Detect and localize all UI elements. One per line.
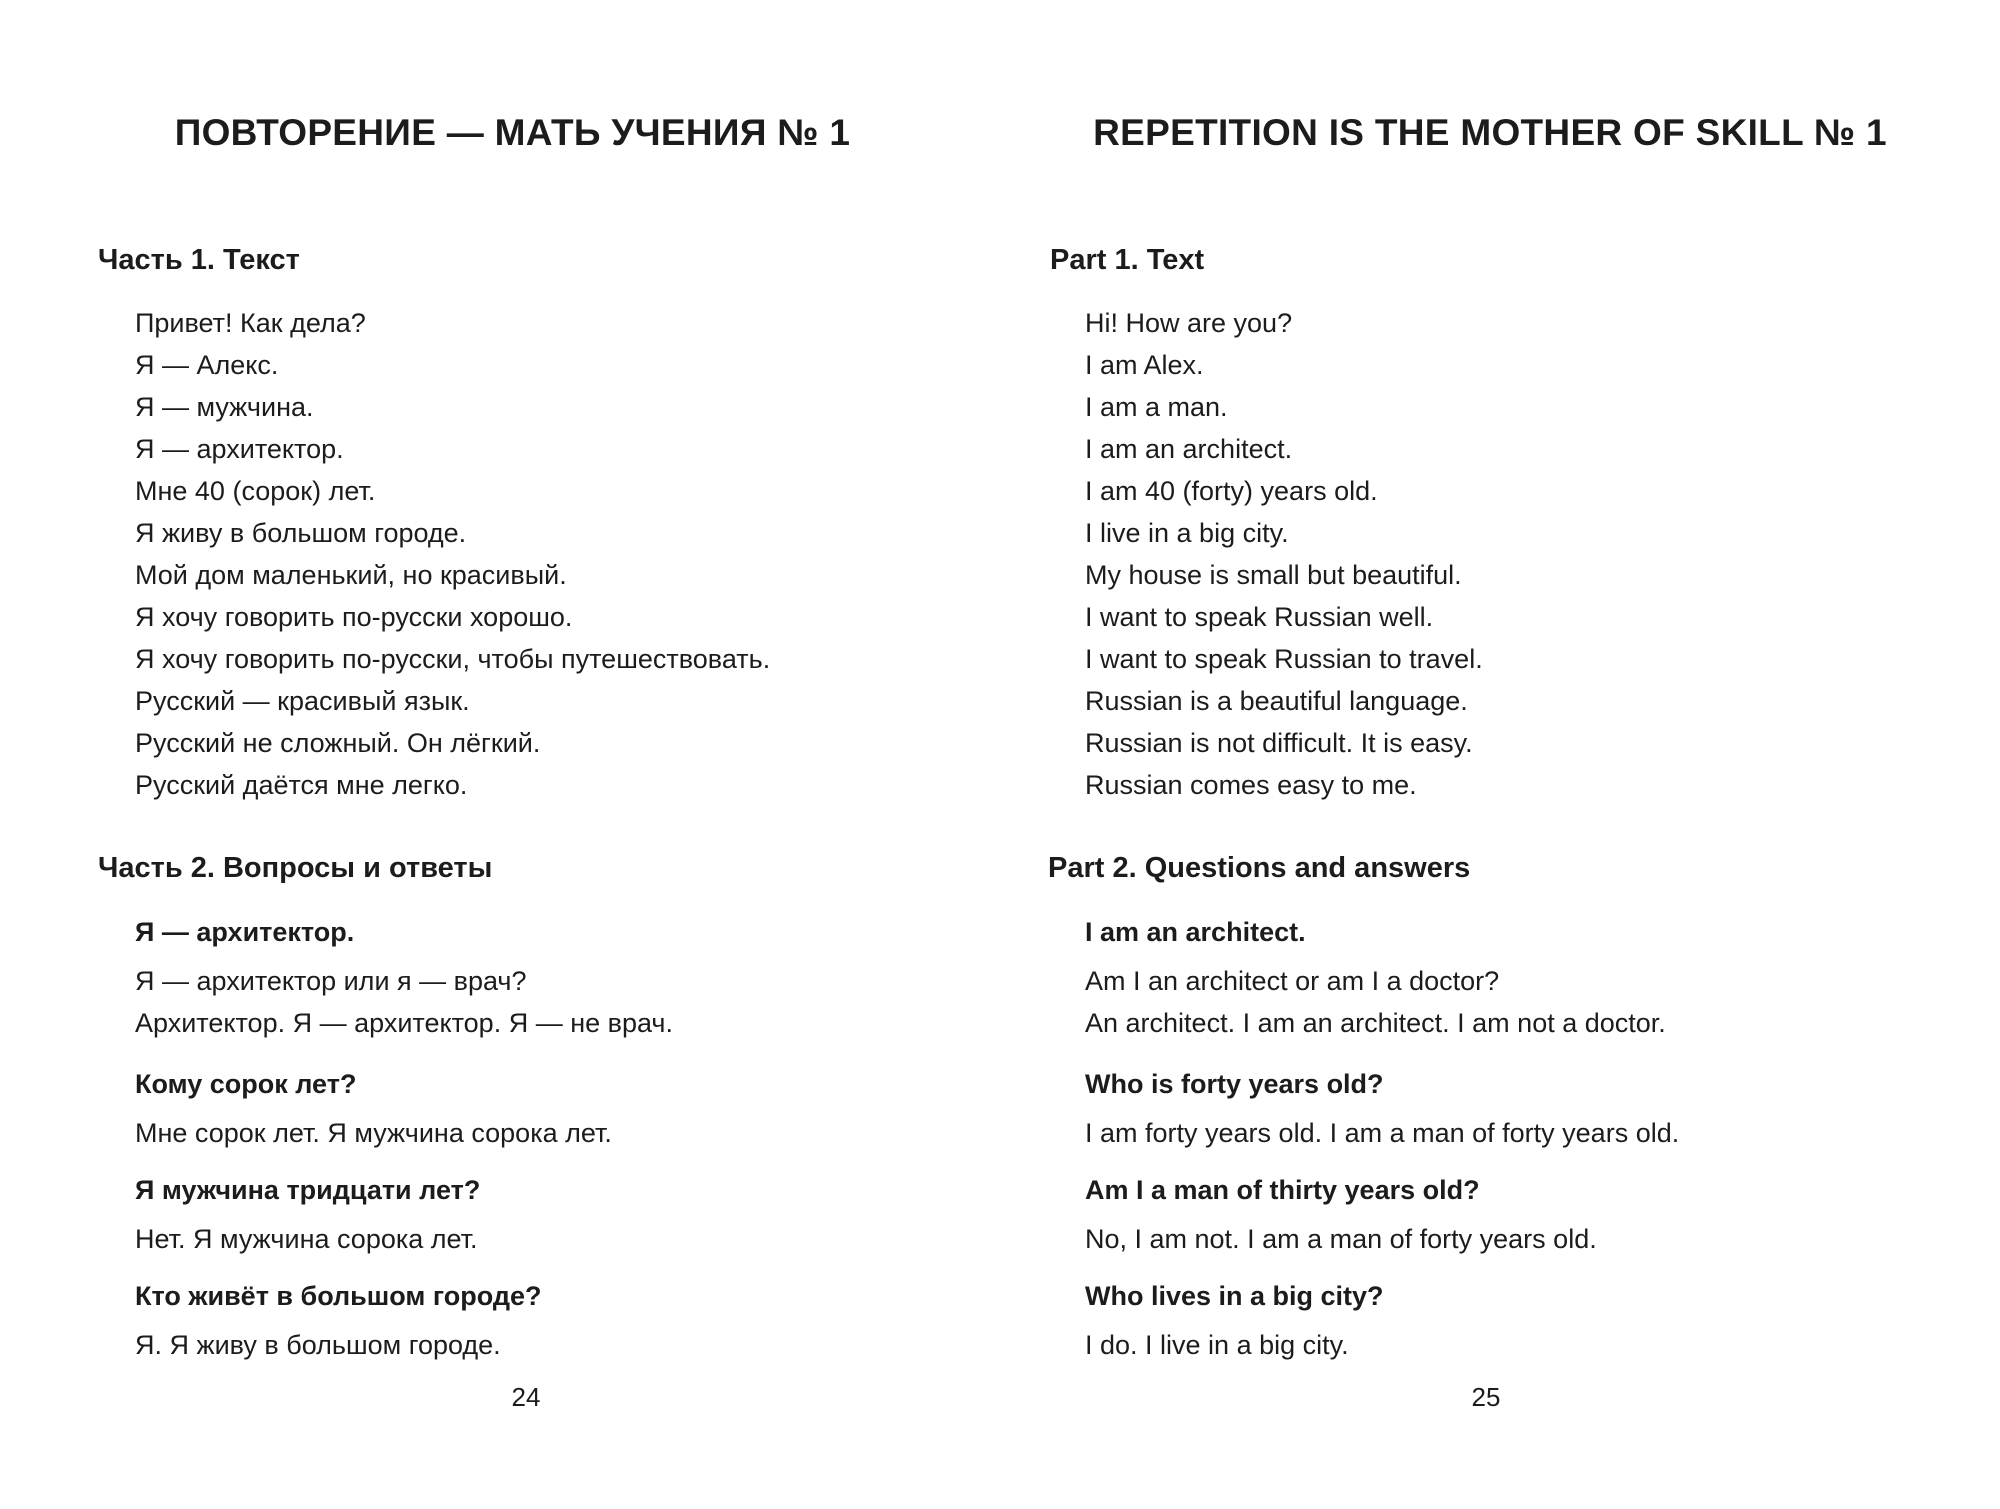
- answer-line: I do. I live in a big city.: [1085, 1330, 1349, 1360]
- part2-heading: Part 2. Questions and answers: [1048, 852, 1471, 884]
- answer-line: Я — архитектор или я — врач?: [135, 966, 527, 996]
- qa-block: [135, 1064, 612, 1154]
- qa-block: [135, 912, 673, 1044]
- part1-text: [1085, 302, 1483, 806]
- question: Кому сорок лет?: [135, 1069, 357, 1099]
- text-line: Мой дом маленький, но красивый.: [135, 560, 567, 590]
- answer-line: Архитектор. Я — архитектор. Я — не врач.: [135, 1008, 673, 1038]
- text-line: Я живу в большом городе.: [135, 518, 467, 548]
- text-line: I live in a big city.: [1085, 518, 1289, 548]
- question: Я мужчина тридцати лет?: [135, 1175, 481, 1205]
- answer-line: Я. Я живу в большом городе.: [135, 1330, 501, 1360]
- page-number: 24: [511, 1382, 541, 1412]
- text-line: Я — архитектор.: [135, 434, 344, 464]
- text-line: I am an architect.: [1085, 434, 1293, 464]
- text-line: Russian is a beautiful language.: [1085, 686, 1468, 716]
- answer-line: Нет. Я мужчина сорока лет.: [135, 1224, 478, 1254]
- text-line: Я — Алекс.: [135, 350, 279, 380]
- qa-block: [135, 1170, 480, 1260]
- answer-line: An architect. I am an architect. I am not a doctor.: [1085, 1008, 1666, 1038]
- answer-line: No, I am not. I am a man of forty years old.: [1085, 1224, 1597, 1254]
- text-line: Я хочу говорить по-русски, чтобы путешествовать.: [135, 644, 771, 674]
- part1-text: [135, 302, 770, 806]
- text-line: I am Alex.: [1085, 350, 1204, 380]
- text-line: Привет! Как дела?: [135, 308, 366, 338]
- qa-block: [1085, 1064, 1679, 1154]
- page-title: REPETITION IS THE MOTHER OF SKILL № 1: [1093, 112, 1887, 153]
- text-line: Russian comes easy to me.: [1085, 770, 1417, 800]
- text-line: My house is small but beautiful.: [1085, 560, 1462, 590]
- question: Who is forty years old?: [1085, 1069, 1384, 1099]
- text-line: Я — мужчина.: [135, 392, 314, 422]
- text-line: I am a man.: [1085, 392, 1228, 422]
- page-title: ПОВТОРЕНИЕ — МАТЬ УЧЕНИЯ № 1: [174, 112, 851, 153]
- text-line: Hi! How are you?: [1085, 308, 1293, 338]
- question: Я — архитектор.: [135, 917, 355, 947]
- text-line: I want to speak Russian well.: [1085, 602, 1434, 632]
- question: I am an architect.: [1085, 917, 1306, 947]
- question: Кто живёт в большом городе?: [135, 1281, 542, 1311]
- text-line: Я хочу говорить по-русски хорошо.: [135, 602, 573, 632]
- text-line: Мне 40 (сорок) лет.: [135, 476, 376, 506]
- text-line: Русский не сложный. Он лёгкий.: [135, 728, 541, 758]
- qa-block: [135, 1276, 542, 1366]
- question: Who lives in a big city?: [1085, 1281, 1384, 1311]
- part1-heading: Часть 1. Текст: [98, 244, 300, 276]
- qa-block: [1085, 1170, 1597, 1260]
- part2-heading: Часть 2. Вопросы и ответы: [98, 852, 493, 884]
- answer-line: Am I an architect or am I a doctor?: [1085, 966, 1500, 996]
- text-line: Русский — красивый язык.: [135, 686, 470, 716]
- text-line: I want to speak Russian to travel.: [1085, 644, 1483, 674]
- text-line: Russian is not difficult. It is easy.: [1085, 728, 1473, 758]
- text-line: Русский даётся мне легко.: [135, 770, 468, 800]
- qa-block: [1085, 1276, 1384, 1366]
- answer-line: I am forty years old. I am a man of forty years old.: [1085, 1118, 1680, 1148]
- text-line: I am 40 (forty) years old.: [1085, 476, 1378, 506]
- page-number: 25: [1471, 1382, 1501, 1412]
- right-page: [1000, 0, 2000, 1509]
- part1-heading: Part 1. Text: [1050, 244, 1205, 276]
- qa-block: [1085, 912, 1666, 1044]
- answer-line: Мне сорок лет. Я мужчина сорока лет.: [135, 1118, 612, 1148]
- question: Am I a man of thirty years old?: [1085, 1175, 1480, 1205]
